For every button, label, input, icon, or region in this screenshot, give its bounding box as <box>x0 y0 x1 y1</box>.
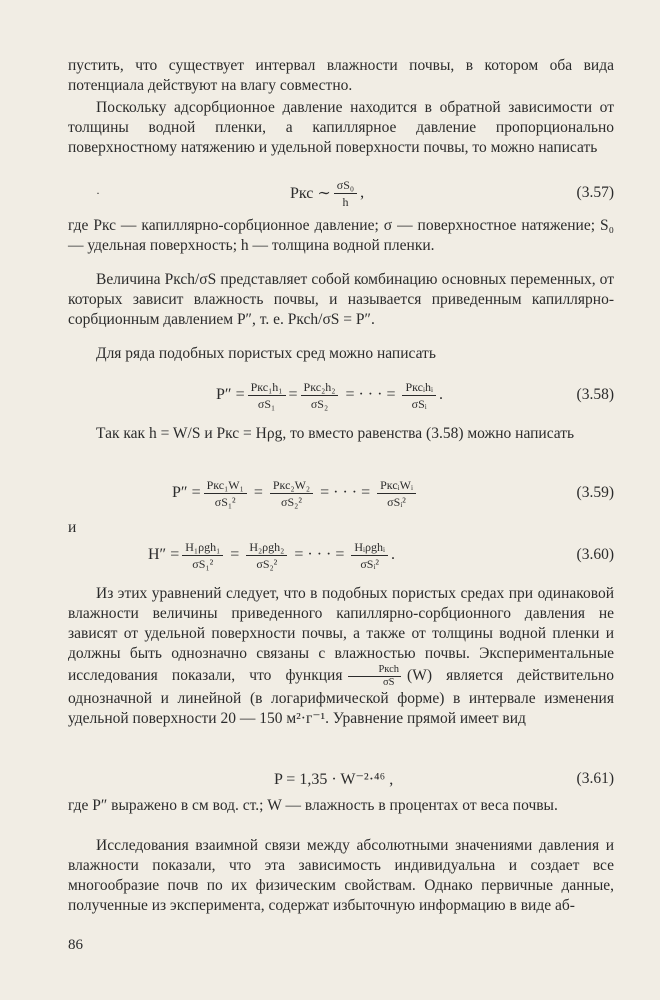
fraction-denominator: σS₁ <box>257 396 276 411</box>
conclusion-text-b: (W) является действительно однозначной и линейной (в логарифмической форме) в интервале изменения удельной поверхности 20 — 150 м²·г⁻¹. Уравнение прямой имеет вид <box>68 667 614 727</box>
eq-tail: . <box>390 546 395 563</box>
fraction-numerator: σS₀ <box>334 178 357 194</box>
eq-fraction-i <box>402 380 435 411</box>
eq-fraction-2 <box>246 540 287 571</box>
paragraph-series: Для ряда подобных пористых сред можно написать <box>96 345 436 362</box>
eq-fraction-1 <box>204 478 247 509</box>
eq-lhs: P″ = <box>216 386 245 403</box>
paragraph-adsorption: Поскольку адсорбционное давление находится в обратной зависимости от толщины водной пленки, а капиллярное давление пропорционально поверхностному натяжению и удельной поверхности почвы, то можно написать <box>68 99 614 156</box>
paragraph-since: Так как h = W/S и Pкс = Hρg, то вместо равенства (3.58) можно написать <box>96 425 575 442</box>
fraction-denominator: σSᵢ² <box>387 494 406 509</box>
fraction-numerator: Hᵢρghᵢ <box>351 540 388 556</box>
eq-fraction-1 <box>182 540 223 571</box>
fraction-numerator: Pкс₁W₁ <box>204 478 247 494</box>
paragraph-units: где P″ выражено в см вод. ст.; W — влажность в процентах от веса почвы. <box>68 797 558 814</box>
fraction-numerator: H₁ρgh₁ <box>182 540 223 556</box>
eq-lhs: Pкс ∼ <box>290 185 331 202</box>
fraction-numerator: Pксᵢhᵢ <box>402 380 435 396</box>
paragraph-reduced-pressure: Величина Pксh/σS представляет собой комбинацию основных переменных, от которых зависит влажность почвы, и называется приведенным капиллярно-сорбционным давлением P″, т. е. Pксh/σS = P″. <box>68 271 614 328</box>
eq-fraction-2 <box>270 478 313 509</box>
eq-tail: , <box>360 184 365 201</box>
equation-3-61 <box>68 762 614 796</box>
fraction-denominator: σSᵢ² <box>360 556 380 571</box>
equation-number: (3.59) <box>576 484 614 501</box>
equation-3-59: P″ = $\frac{\text{Pкс₁W₁}}{\text{σS₁²}}$ = $\frac{\text{Pкс₂W₂}}{\text{σS₂²}}$ = · · · = $\frac{\text{PксᵢWᵢ}}{\text{σSᵢ²}}$ (3.59) <box>68 472 614 514</box>
fraction-denominator: σSᵢ <box>411 396 427 411</box>
paragraph-continuation: пустить, что существует интервал влажности почвы, в котором оба вида потенциала действуют на влагу совместно. <box>68 57 614 94</box>
eq-fraction <box>334 178 357 209</box>
equation-3-60: H″ = $\frac{\text{H₁ρgh₁}}{\text{σS₁²}}$ = $\frac{\text{H₂ρgh₂}}{\text{σS₂²}}$ = · · · = $\frac{\text{Hᵢρghᵢ}}{\text{σSᵢ²}}$ . (3.60) <box>68 534 614 576</box>
stray-mark: · <box>96 186 100 200</box>
page-number: 86 <box>68 937 83 953</box>
fraction-denominator: σS <box>383 677 395 688</box>
fraction-denominator: σS₂² <box>256 556 278 571</box>
eq-fraction-i <box>377 478 416 509</box>
equation-number: (3.57) <box>576 184 614 201</box>
conclusion-text-a: Из этих уравнений следует, что в подобных пористых средах при одинаковой влажности величины приведенного капиллярно-сорбционного давления не зависят от удельной поверхности почвы, а также от толщины водной пленки и должны быть однозначно связаны с влажностью почвы. Экспериментальные исследования показали, что функция <box>68 585 614 685</box>
paragraph-definitions: где Pкс — капиллярно-сорбционное давление; σ — поверхностное натяжение; S₀ — удельная поверхность; h — толщина водной пленки. <box>68 217 614 254</box>
inline-fraction <box>348 664 401 689</box>
eq-ellipsis: = · · · = <box>294 546 345 563</box>
eq-fraction-i <box>351 540 388 571</box>
equation-number: (3.60) <box>576 546 614 563</box>
fraction-numerator: Pкс₂W₂ <box>270 478 313 494</box>
fraction-numerator: Pкс₁h₁ <box>248 380 286 396</box>
equation-3-58: P″ = $\frac{\text{Pкс₁h₁}}{\text{σS₁}}$ = $\frac{\text{Pкс₂h₂}}{\text{σS₂}}$ = · · · = $\frac{\text{Pксᵢhᵢ}}{\text{σSᵢ}}$ . (3.58) <box>68 374 614 416</box>
fraction-numerator: Pксh <box>348 664 401 677</box>
equation-3-57 <box>68 172 614 214</box>
paragraph-conclusion <box>68 584 614 729</box>
fraction-denominator: σS₁² <box>192 556 214 571</box>
fraction-numerator: H₂ρgh₂ <box>246 540 287 556</box>
eq-lhs: H″ = <box>148 546 180 563</box>
eq-lhs: P″ = <box>172 484 201 501</box>
eq-fraction-1 <box>248 380 286 411</box>
eq-fraction-2 <box>301 380 339 411</box>
paragraph-research: Исследования взаимной связи между абсолютными значениями давления и влажности показали, что эта зависимость индивидуальна и создает все многообразие почв по их физическим свойствам. Однако первичные данные, полученные из эксперимента, содержат избыточную информацию в виде аб- <box>68 837 614 914</box>
equation-number: (3.58) <box>576 386 614 403</box>
eq-ellipsis: = · · · = <box>345 386 396 403</box>
fraction-numerator: PксᵢWᵢ <box>377 478 416 494</box>
fraction-denominator: σS₁² <box>214 494 236 509</box>
conjunction-and: и <box>68 519 77 536</box>
fraction-denominator: σS₂² <box>281 494 302 509</box>
fraction-numerator: Pкс₂h₂ <box>301 380 339 396</box>
eq-expression: P = 1,35 · W⁻²·⁴⁶ , <box>274 771 394 788</box>
eq-tail: . <box>438 386 443 403</box>
eq-ellipsis: = · · · = <box>320 484 371 501</box>
equation-number: (3.61) <box>576 770 614 787</box>
fraction-denominator: h <box>342 194 349 209</box>
fraction-denominator: σS₂ <box>310 396 329 411</box>
